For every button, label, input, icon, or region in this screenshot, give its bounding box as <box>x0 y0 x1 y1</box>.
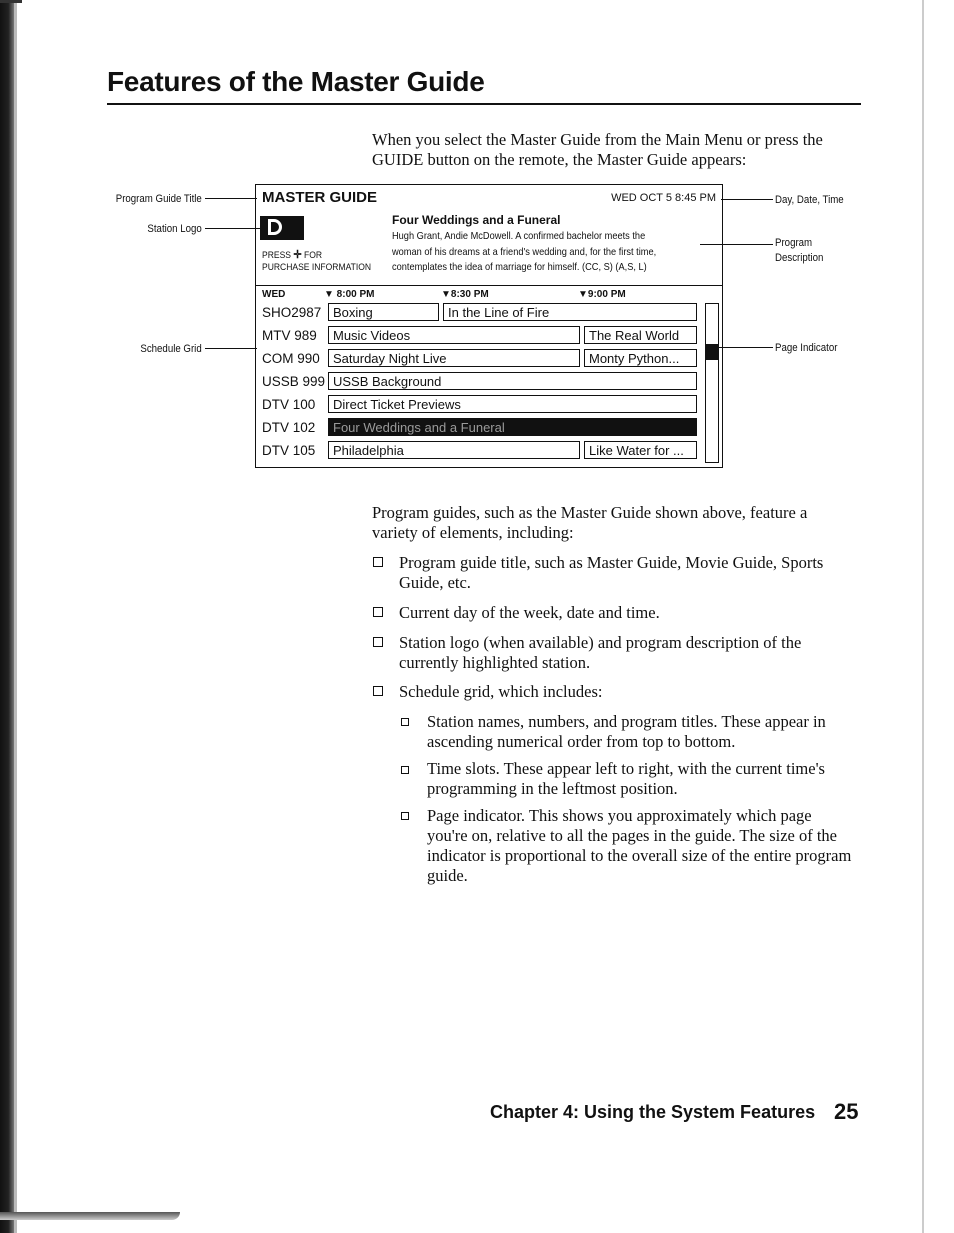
callout-station-logo: Station Logo <box>147 223 202 235</box>
station-name: DTV 105 <box>262 443 316 458</box>
program-description-line: Hugh Grant, Andie McDowell. A confirmed bachelor meets the <box>392 230 646 242</box>
schedule-row-highlighted[interactable] <box>256 418 722 440</box>
program-cell[interactable]: In the Line of Fire <box>443 303 697 321</box>
callout-day-date-time: Day, Date, Time <box>775 194 844 206</box>
callout-line <box>205 198 257 199</box>
grid-divider <box>256 285 722 286</box>
checkbox-bullet-icon <box>373 607 383 617</box>
program-cell[interactable]: Philadelphia <box>328 441 580 459</box>
callout-page-indicator: Page Indicator <box>775 342 838 354</box>
bullet-text: Station logo (when available) and program description of the currently highlighted station. <box>399 633 802 672</box>
scan-top-mark <box>0 0 22 3</box>
checkbox-bullet-icon <box>373 637 383 647</box>
program-cell[interactable]: Boxing <box>328 303 439 321</box>
checkbox-sub-bullet-icon <box>401 718 409 726</box>
program-cell[interactable]: Monty Python... <box>584 349 697 367</box>
bullet-text: Program guide title, such as Master Guide, Movie Guide, Sports Guide, etc. <box>399 553 824 592</box>
schedule-row[interactable] <box>256 395 722 417</box>
sub-bullet-text: Time slots. These appear left to right, with the current time's programming in the leftmost position. <box>427 759 825 798</box>
station-name: DTV 100 <box>262 397 316 412</box>
callout-program-description-line1: Program <box>775 237 813 249</box>
program-title: Four Weddings and a Funeral <box>392 213 561 227</box>
sub-bullet-text: Station names, numbers, and program titles. These appear in ascending numerical order from top to bottom. <box>427 712 826 751</box>
callout-line <box>721 199 773 200</box>
time-slot-header: ▼9:00 PM <box>578 289 626 300</box>
page-indicator-fill <box>705 344 719 360</box>
schedule-row[interactable] <box>256 372 722 394</box>
station-logo-icon <box>260 216 304 240</box>
press-label: PRESS <box>262 250 291 261</box>
schedule-row[interactable] <box>256 326 722 348</box>
grid-day: WED <box>262 289 286 300</box>
program-cell-highlighted[interactable]: Four Weddings and a Funeral <box>328 418 697 436</box>
scan-bottom-mark <box>0 1212 180 1220</box>
scan-binding-shadow <box>14 0 17 1233</box>
checkbox-sub-bullet-icon <box>401 766 409 774</box>
station-name: USSB 999 <box>262 374 326 389</box>
checkbox-bullet-icon <box>373 686 383 696</box>
page-number: 25 <box>834 1099 859 1124</box>
plus-symbol-icon: ✛ <box>293 249 302 261</box>
body-lead: Program guides, such as the Master Guide shown above, feature a variety of elements, including: <box>372 503 808 542</box>
callout-program-guide-title: Program Guide Title <box>115 193 202 205</box>
callout-program-description-line2: Description <box>775 252 824 264</box>
program-description <box>392 229 682 276</box>
program-cell[interactable]: Like Water for ... <box>584 441 697 459</box>
checkbox-bullet-icon <box>373 557 383 567</box>
station-name: MTV 989 <box>262 328 317 343</box>
callout-schedule-grid: Schedule Grid <box>140 343 202 355</box>
title-rule <box>107 103 861 105</box>
time-slot-header: ▼ 8:00 PM <box>324 289 375 300</box>
callout-program-description <box>775 236 823 266</box>
purchase-info-label: PURCHASE INFORMATION <box>262 262 372 273</box>
intro-paragraph: When you select the Master Guide from the Main Menu or press the GUIDE button on the remote, the Master Guide appears: <box>372 130 823 169</box>
program-cell[interactable]: Saturday Night Live <box>328 349 580 367</box>
program-cell[interactable]: Direct Ticket Previews <box>328 395 697 413</box>
station-name: SHO2987 <box>262 305 322 320</box>
program-cell[interactable]: The Real World <box>584 326 697 344</box>
chapter-footer: Chapter 4: Using the System Features <box>490 1102 816 1122</box>
bullet-text: Schedule grid, which includes: <box>399 682 603 701</box>
schedule-row[interactable] <box>256 349 722 371</box>
schedule-row[interactable] <box>256 303 722 325</box>
program-cell[interactable]: USSB Background <box>328 372 697 390</box>
press-for-label: FOR <box>304 250 323 261</box>
scan-right-edge <box>922 0 924 1233</box>
callout-line <box>205 348 257 349</box>
guide-datetime: WED OCT 5 8:45 PM <box>611 192 716 204</box>
station-name: DTV 102 <box>262 420 316 435</box>
sub-bullet-text: Page indicator. This shows you approximately which page you're on, relative to all the pages in the guide. The size of the indicator is proportional to the overall size of the entire program guide. <box>427 806 852 885</box>
press-for-purchase <box>262 249 371 274</box>
program-description-line: contemplates the idea of marriage for himself. (CC, S) (A,S, L) <box>392 261 647 273</box>
station-name: COM 990 <box>262 351 320 366</box>
bullet-text: Current day of the week, date and time. <box>399 603 660 622</box>
checkbox-sub-bullet-icon <box>401 812 409 820</box>
page-indicator <box>705 303 719 463</box>
time-slot-header: ▼8:30 PM <box>441 289 489 300</box>
program-cell[interactable]: Music Videos <box>328 326 580 344</box>
page-title: Features of the Master Guide <box>107 66 485 97</box>
master-guide-screen <box>255 184 723 468</box>
guide-title: MASTER GUIDE <box>262 189 378 206</box>
scan-binding-edge <box>0 0 14 1233</box>
schedule-row[interactable] <box>256 441 722 463</box>
program-description-line: woman of his dreams at a friend's wedding and, for the first time, <box>392 245 657 258</box>
